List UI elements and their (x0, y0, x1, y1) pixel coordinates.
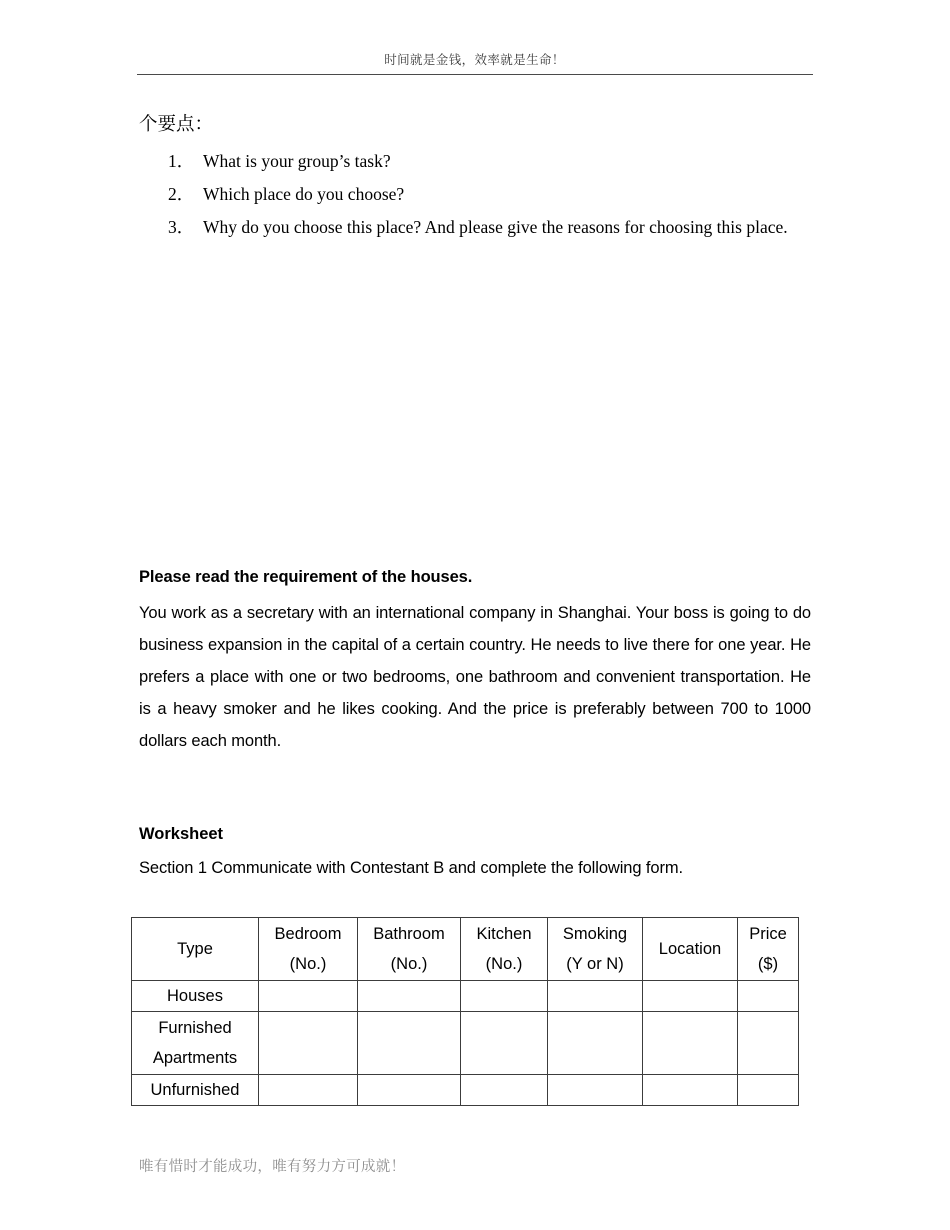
running-header (137, 52, 812, 68)
table-cell-location[interactable] (643, 981, 738, 1012)
row-label-houses (132, 981, 259, 1012)
header-line-1: Bathroom (373, 925, 445, 943)
table-cell-price[interactable] (738, 981, 799, 1012)
header-line-2: (No.) (289, 955, 327, 973)
header-line-2: (No.) (485, 955, 523, 973)
table-cell-price[interactable] (738, 1012, 799, 1075)
table-cell-smoking[interactable] (548, 1012, 643, 1075)
row-label-line-2: Apartments (152, 1049, 238, 1067)
table-cell-kitchen[interactable] (461, 981, 548, 1012)
row-label-line-1: Unfurnished (150, 1081, 240, 1099)
header-line-1: Kitchen (476, 925, 532, 943)
table-cell-bedroom[interactable] (259, 981, 358, 1012)
table-cell-bathroom[interactable] (358, 981, 461, 1012)
table-header-cell-location (643, 918, 738, 981)
table-cell-smoking[interactable] (548, 981, 643, 1012)
header-line-2: ($) (757, 955, 779, 973)
header-line-1: Price (749, 925, 787, 943)
header-line-1: Bedroom (274, 925, 342, 943)
table-header-cell-kitchen (461, 918, 548, 981)
table-cell-bathroom[interactable] (358, 1075, 461, 1106)
table-cell-location[interactable] (643, 1012, 738, 1075)
header-line-2: (Y or N) (566, 955, 624, 973)
header-line-1: Type (177, 940, 213, 958)
table-row (132, 1012, 799, 1075)
intro-line: 个要点： (139, 115, 214, 135)
table-row (132, 981, 799, 1012)
list-item (168, 178, 811, 211)
header-rule (137, 74, 813, 75)
table-cell-price[interactable] (738, 1075, 799, 1106)
requirement-heading: Please read the requirement of the houses. (139, 568, 473, 586)
table-header-row (132, 918, 799, 981)
table-cell-smoking[interactable] (548, 1075, 643, 1106)
list-item-text: Which place do you choose? (203, 184, 405, 204)
table-header-cell-type (132, 918, 259, 981)
table-cell-bedroom[interactable] (259, 1075, 358, 1106)
table-cell-bedroom[interactable] (259, 1012, 358, 1075)
list-item-number: 2． (168, 184, 195, 204)
running-header-text: 时间就是金钱，效率就是生命！ (384, 53, 565, 67)
table-header-cell-price (738, 918, 799, 981)
row-label-line-1: Houses (167, 987, 223, 1005)
header-line-1: Location (658, 940, 722, 958)
list-item (168, 211, 811, 244)
table-header-cell-bedroom (259, 918, 358, 981)
list-item-text: Why do you choose this place? And please give the reasons for choosing this place. (203, 217, 788, 237)
list-item-number: 3． (168, 217, 195, 237)
worksheet-table (131, 917, 799, 1106)
requirement-paragraph: You work as a secretary with an international company in Shanghai. Your boss is going to do business expansion in the capital of a certain country. He needs to live there for one year. He prefers a place with one or two bedrooms, one bathroom and convenient transportation. He is a heavy smoker and he likes cooking. And the price is preferably between 700 to 1000 dollars each month. (139, 604, 811, 750)
list-item-number: 1． (168, 151, 195, 171)
points-list (168, 145, 811, 244)
table-cell-kitchen[interactable] (461, 1075, 548, 1106)
list-item-text: What is your group’s task? (203, 151, 391, 171)
row-label-unfurnished (132, 1075, 259, 1106)
worksheet-heading: Worksheet (139, 825, 224, 843)
header-line-1: Smoking (562, 925, 628, 943)
running-footer: 唯有惜时才能成功，唯有努力方可成就！ (139, 1159, 406, 1175)
table-cell-location[interactable] (643, 1075, 738, 1106)
table-cell-kitchen[interactable] (461, 1012, 548, 1075)
header-line-2: (No.) (390, 955, 428, 973)
table-row (132, 1075, 799, 1106)
row-label-line-1: Furnished (158, 1019, 232, 1037)
table-cell-bathroom[interactable] (358, 1012, 461, 1075)
table-header-cell-bathroom (358, 918, 461, 981)
table-header-cell-smoking (548, 918, 643, 981)
row-label-furnished-apartments (132, 1012, 259, 1075)
worksheet-subheading: Section 1 Communicate with Contestant B and complete the following form. (139, 859, 683, 877)
list-item (168, 145, 811, 178)
